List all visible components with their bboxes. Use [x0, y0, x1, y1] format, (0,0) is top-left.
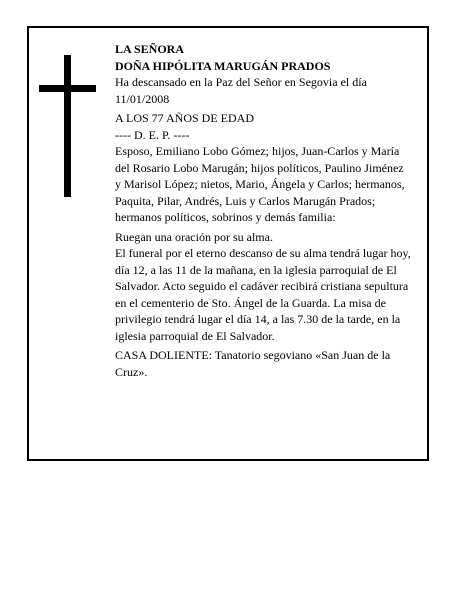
obituary-text [115, 41, 411, 380]
cross-icon [39, 55, 96, 197]
funeral-details: El funeral por el eterno descanso de su alma tendrá lugar hoy, día 12, a las 11 de la mañana, en la iglesia parroquial de El Salvador. Acto seguido el cadáver recibirá cristiana sepultura en el cementerio de Sto. Ángel de la Guarda. La misa de privilegio tendrá lugar el día 14, a las 7.30 de la tarde, en la iglesia parroquial de El Salvador. [115, 246, 411, 343]
deceased-name: DOÑA HIPÓLITA MARUGÁN PRADOS [115, 58, 331, 73]
age-line: A LOS 77 AÑOS DE EDAD [115, 111, 255, 125]
cross-horizontal-bar [39, 85, 96, 92]
rip-line: ---- D. E. P. ---- [115, 127, 190, 142]
cross-vertical-bar [64, 55, 71, 197]
notice-title: LA SEÑORA [115, 42, 185, 56]
death-announcement: Ha descansado en la Paz del Señor en Segovia el día 11/01/2008 [115, 75, 367, 106]
prayer-request: Ruegan una oración por su alma. [115, 229, 273, 244]
family-list: Esposo, Emiliano Lobo Gómez; hijos, Juan-Carlos y María del Rosario Lobo Marugán; hijos políticos, Paulino Jiménez y Marisol López; nietos, Mario, Ángela y Carlos; hermanos, Paquita, Pilar, Andrés, Luis y Carlos Marugán Prados; hermanos políticos, sobrinos y demás familia: [115, 144, 405, 224]
mourning-house: CASA DOLIENTE: Tanatorio segoviano «San Juan de la Cruz». [115, 348, 391, 379]
